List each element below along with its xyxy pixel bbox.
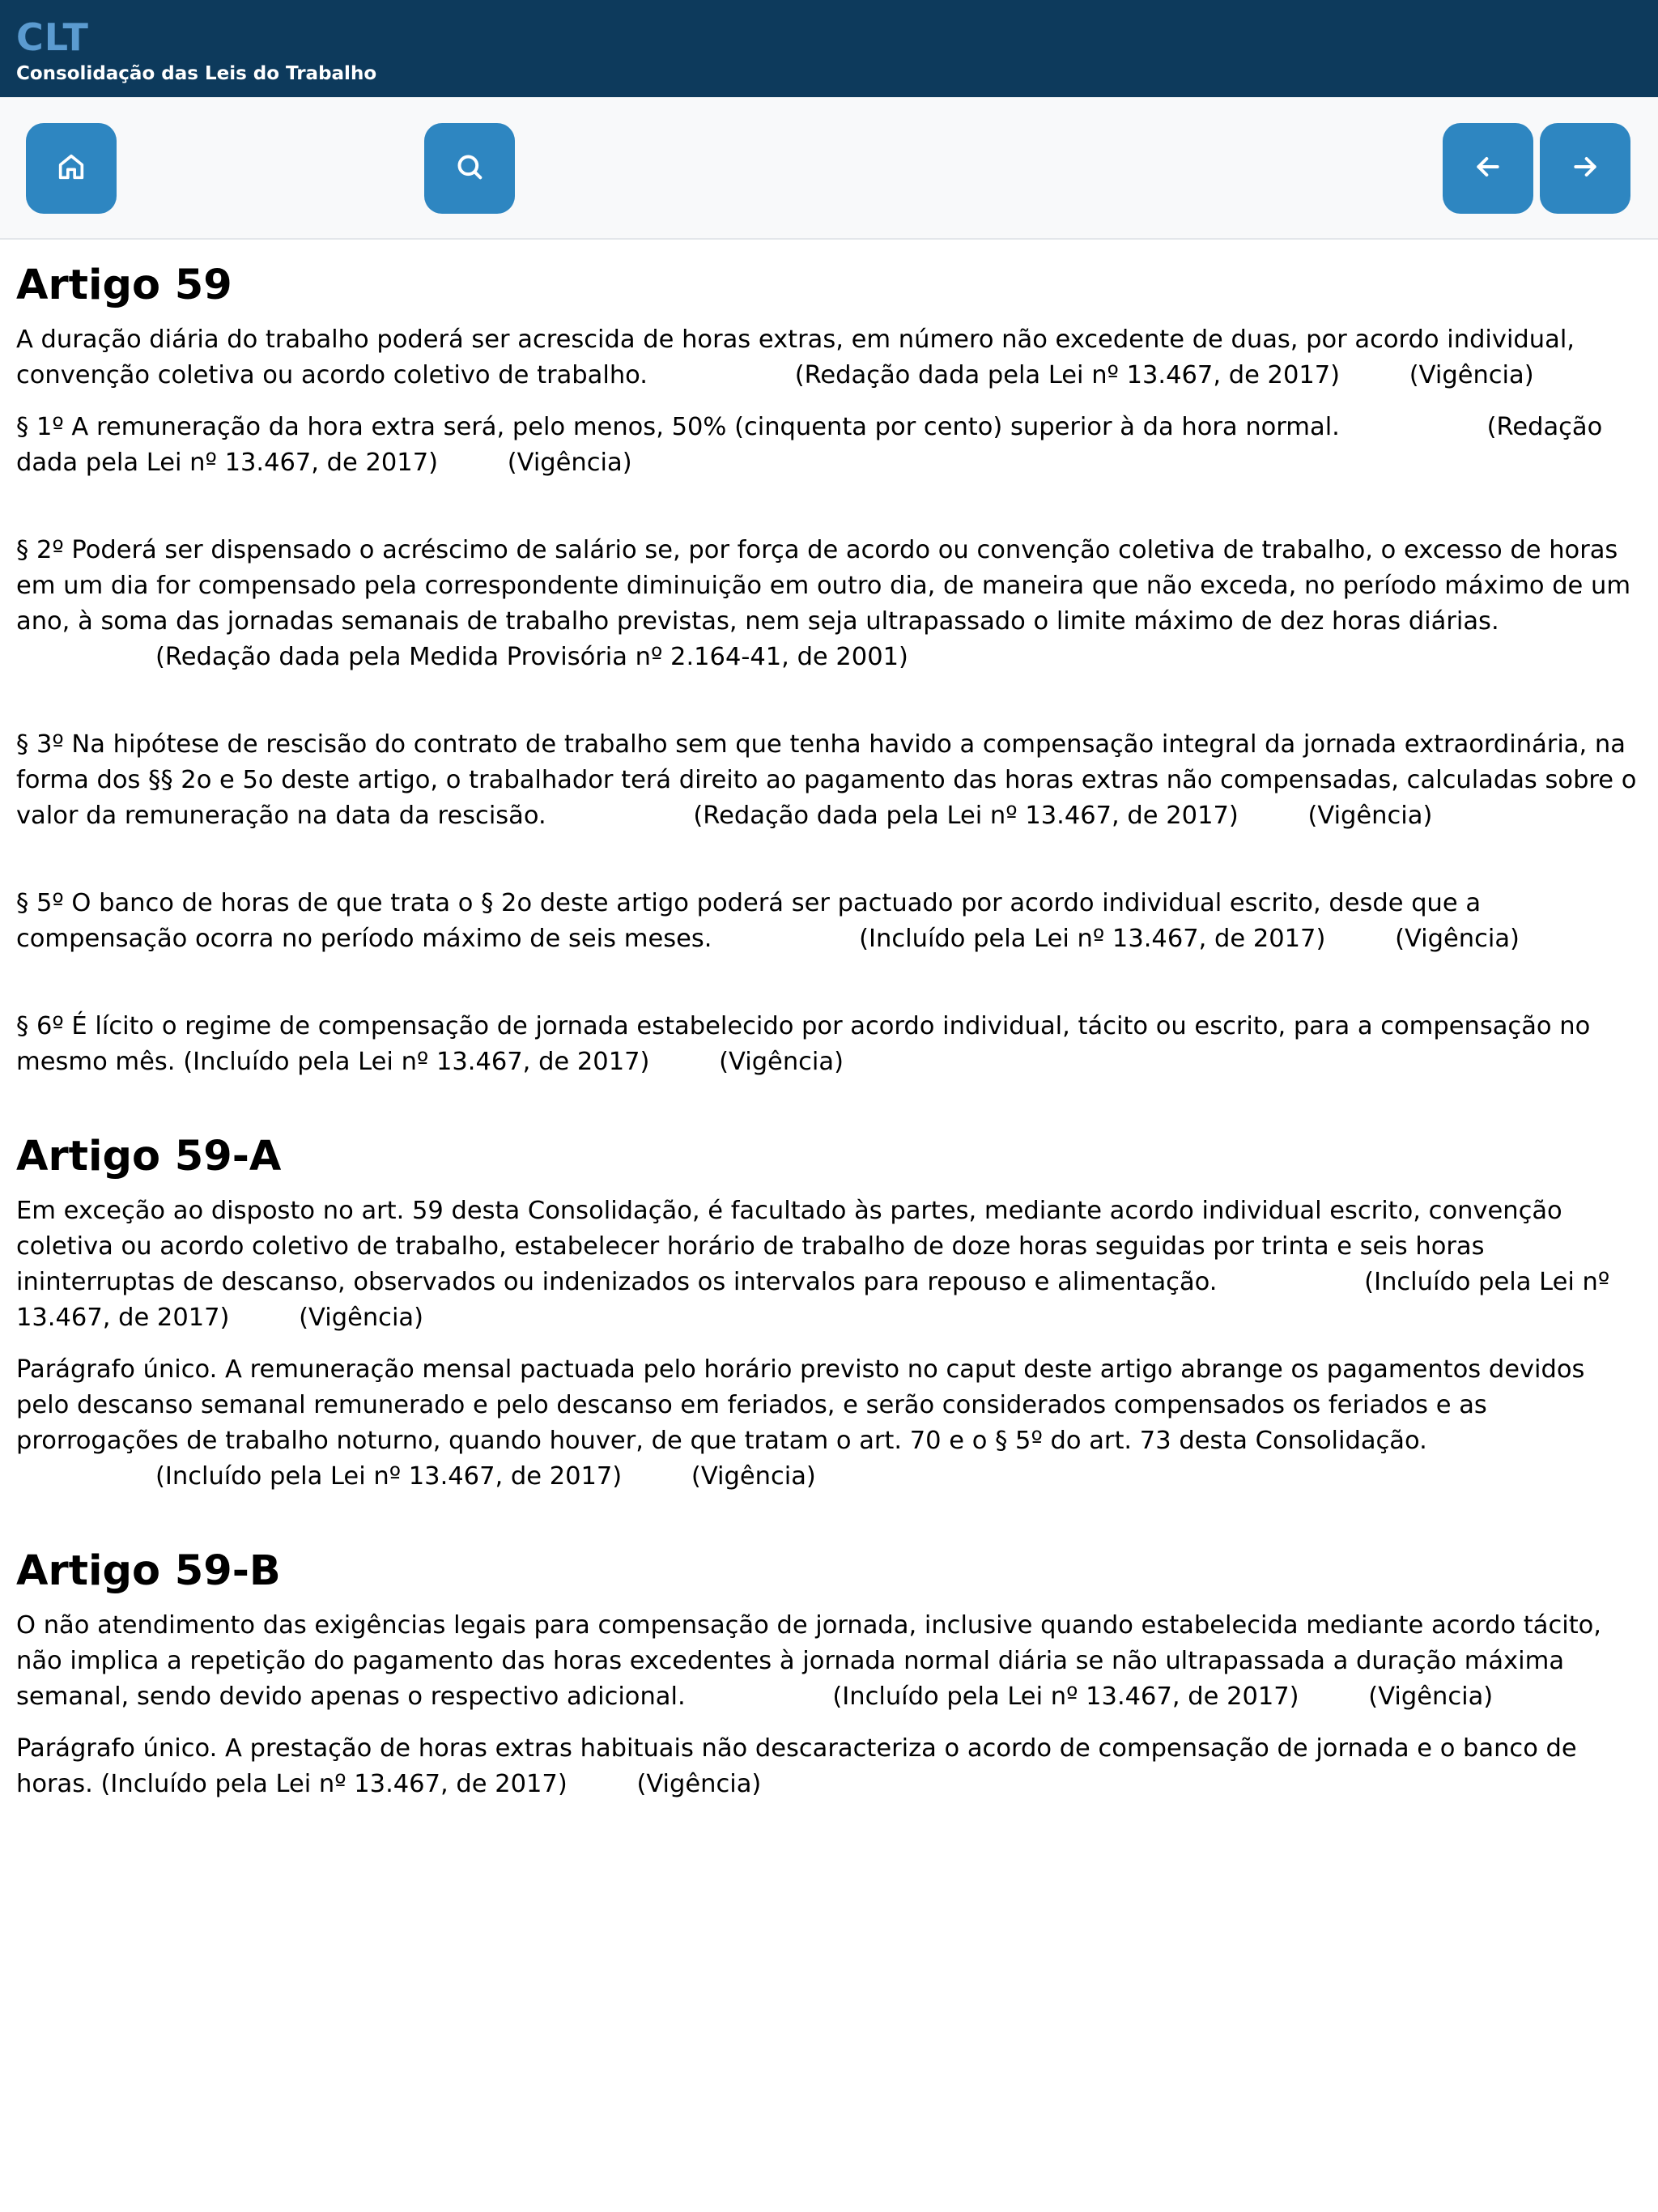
paragraph-text: § 6º É lícito o regime de compensação de jornada estabelecido por acordo individual, tácito ou escrito, para a compensação no mesmo mês. xyxy=(16,1012,1591,1076)
article-59-b xyxy=(16,1543,1642,1802)
search-icon xyxy=(453,151,486,186)
toolbar xyxy=(0,97,1658,240)
vigencia-link[interactable]: (Vigência) xyxy=(299,1304,424,1332)
article-paragraph xyxy=(16,727,1642,834)
article-paragraph xyxy=(16,1352,1642,1495)
article-paragraph xyxy=(16,1731,1642,1802)
previous-button[interactable] xyxy=(1443,123,1533,214)
article-paragraph xyxy=(16,1193,1642,1336)
paragraph-text: § 2º Poderá ser dispensado o acréscimo de salário se, por força de acordo ou convenção coletiva de trabalho, o excesso de horas em um dia for compensado pela correspondente diminuição em outro dia, de maneira que não exceda, no período máximo de um ano, à soma das jornadas semanais de trabalho previstas, nem seja ultrapassado o limite máximo de dez horas diárias. xyxy=(16,536,1631,636)
amendment-note[interactable]: (Redação dada pela Lei nº 13.467, de 2017) xyxy=(16,413,1603,477)
article-paragraph xyxy=(16,1009,1642,1080)
vigencia-link[interactable]: (Vigência) xyxy=(1307,802,1433,830)
app-header xyxy=(0,0,1658,97)
search-button[interactable] xyxy=(424,123,515,214)
app-subtitle: Consolidação das Leis do Trabalho xyxy=(16,63,377,84)
paragraph-text: O não atendimento das exigências legais para compensação de jornada, inclusive quando estabelecida mediante acordo tácito, não implica a repetição do pagamento das horas excedentes à jornada normal diária se não ultrapassada a duração máxima semanal, sendo devido apenas o respectivo adicional. xyxy=(16,1611,1602,1711)
article-59-a xyxy=(16,1129,1642,1495)
amendment-note[interactable]: (Incluído pela Lei nº 13.467, de 2017) xyxy=(16,1268,1610,1332)
amendment-note[interactable]: (Incluído pela Lei nº 13.467, de 2017) xyxy=(100,1770,568,1798)
paragraph-text: Em exceção ao disposto no art. 59 desta Consolidação, é facultado às partes, mediante acordo individual escrito, convenção coletiva ou acordo coletivo de trabalho, estabelecer horário de trabalho de doze horas seguidas por trinta e seis horas ininterruptas de descanso, observados ou indenizados os intervalos para repouso e alimentação. xyxy=(16,1197,1562,1296)
amendment-note[interactable]: (Incluído pela Lei nº 13.467, de 2017) xyxy=(832,1682,1299,1711)
amendment-note[interactable]: (Redação dada pela Lei nº 13.467, de 2017) xyxy=(794,361,1341,389)
article-paragraph xyxy=(16,1608,1642,1715)
vigencia-link[interactable]: (Vigência) xyxy=(691,1462,816,1491)
vigencia-link[interactable]: (Vigência) xyxy=(636,1770,762,1798)
amendment-note[interactable]: (Incluído pela Lei nº 13.467, de 2017) xyxy=(859,925,1326,953)
home-button[interactable] xyxy=(26,123,117,214)
paragraph-text: Parágrafo único. A remuneração mensal pactuada pelo horário previsto no caput deste artigo abrange os pagamentos devidos pelo descanso semanal remunerado e pelo descanso em feriados, e serão considerados compensados os feriados e as prorrogações de trabalho noturno, quando houver, de que tratam o art. 70 e o § 5º do art. 73 desta Consolidação. xyxy=(16,1355,1585,1455)
next-button[interactable] xyxy=(1540,123,1630,214)
paragraph-text: § 5º O banco de horas de que trata o § 2o deste artigo poderá ser pactuado por acordo individual escrito, desde que a compensação ocorra no período máximo de seis meses. xyxy=(16,889,1482,953)
amendment-note[interactable]: (Redação dada pela Medida Provisória nº 2.164-41, de 2001) xyxy=(155,643,908,671)
amendment-note[interactable]: (Incluído pela Lei nº 13.467, de 2017) xyxy=(155,1462,623,1491)
app-title: CLT xyxy=(16,15,89,59)
paragraph-text: A duração diária do trabalho poderá ser acrescida de horas extras, em número não excedente de duas, por acordo individual, convenção coletiva ou acordo coletivo de trabalho. xyxy=(16,325,1575,389)
article-paragraph xyxy=(16,533,1642,675)
amendment-note[interactable]: (Incluído pela Lei nº 13.467, de 2017) xyxy=(183,1048,650,1076)
article-paragraph xyxy=(16,322,1642,393)
vigencia-link[interactable]: (Vigência) xyxy=(507,449,632,477)
arrow-left-icon xyxy=(1472,151,1504,186)
amendment-note[interactable]: (Redação dada pela Lei nº 13.467, de 2017) xyxy=(693,802,1239,830)
article-title: Artigo 59-B xyxy=(16,1547,281,1595)
article-paragraph xyxy=(16,410,1642,481)
article-59 xyxy=(16,257,1642,1080)
article-title: Artigo 59-A xyxy=(16,1133,282,1180)
paragraph-text: Parágrafo único. A prestação de horas extras habituais não descaracteriza o acordo de compensação de jornada e o banco de horas. xyxy=(16,1734,1577,1798)
article-content xyxy=(0,240,1658,1802)
home-icon xyxy=(55,151,87,186)
article-title: Artigo 59 xyxy=(16,262,232,309)
vigencia-link[interactable]: (Vigência) xyxy=(719,1048,844,1076)
vigencia-link[interactable]: (Vigência) xyxy=(1409,361,1534,389)
paragraph-text: § 1º A remuneração da hora extra será, pelo menos, 50% (cinquenta por cento) superior à da hora normal. xyxy=(16,413,1340,441)
vigencia-link[interactable]: (Vigência) xyxy=(1395,925,1520,953)
article-paragraph xyxy=(16,886,1642,957)
arrow-right-icon xyxy=(1569,151,1601,186)
vigencia-link[interactable]: (Vigência) xyxy=(1368,1682,1494,1711)
paragraph-text: § 3º Na hipótese de rescisão do contrato de trabalho sem que tenha havido a compensação integral da jornada extraordinária, na forma dos §§ 2o e 5o deste artigo, o trabalhador terá direito ao pagamento das horas extras não compensadas, calculadas sobre o valor da remuneração na data da rescisão. xyxy=(16,730,1637,830)
